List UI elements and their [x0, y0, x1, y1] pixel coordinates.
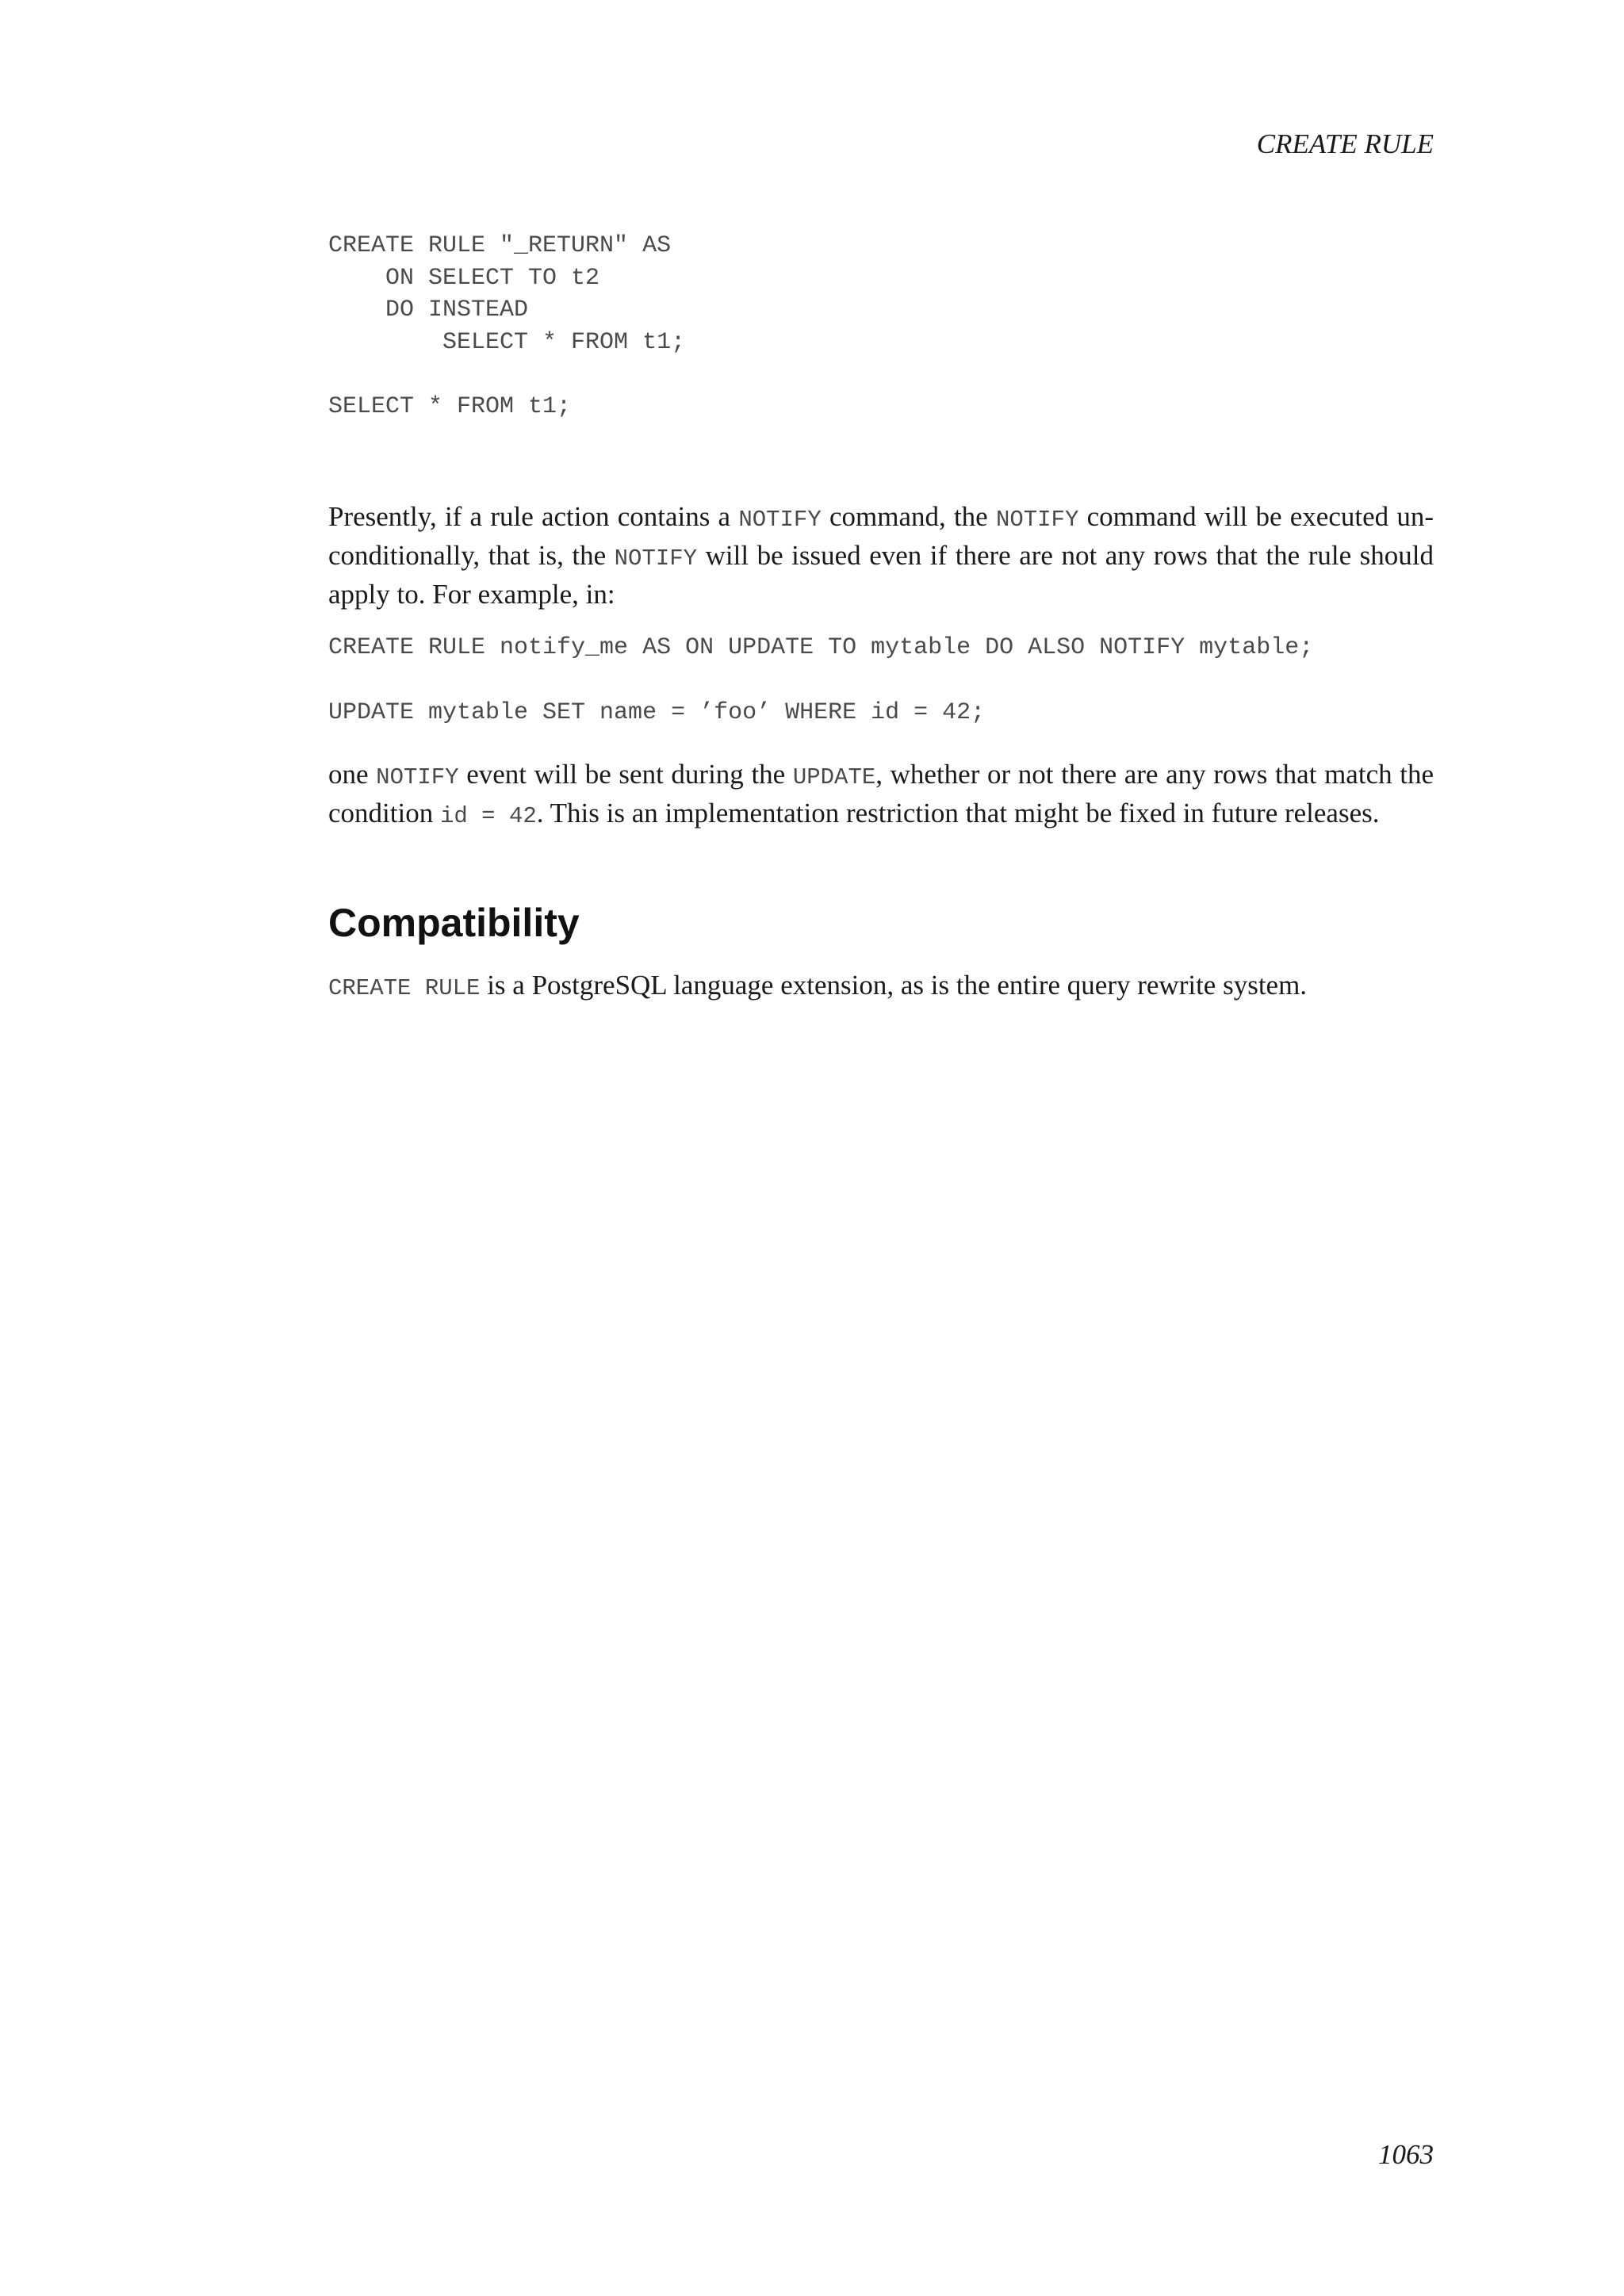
text-fragment: will be issued even if there are not any rows that the rule should apply to. For example, in:: [328, 540, 1434, 610]
inline-code-notify: NOTIFY: [995, 507, 1079, 533]
inline-code-update: UPDATE: [792, 764, 876, 790]
code-block-view-rule: CREATE RULE "_RETURN" AS ON SELECT TO t2 DO INSTEAD SELECT * FROM t1; SELECT * FROM t1;: [328, 232, 686, 420]
code-block-update-statement: UPDATE mytable SET name = ’foo’ WHERE id = 42;: [328, 699, 986, 726]
paragraph-notify-behavior: [328, 499, 1434, 612]
paragraph-compatibility: [328, 967, 1434, 1006]
text-fragment: event will be sent during the: [458, 759, 793, 790]
inline-code-notify: NOTIFY: [614, 545, 698, 572]
code-block-notify-rule: CREATE RULE notify_me AS ON UPDATE TO mytable DO ALSO NOTIFY mytable;: [328, 634, 1314, 661]
text-fragment: Presently, if a rule action contains a: [328, 501, 739, 532]
text-fragment: one: [328, 759, 377, 790]
text-fragment: , whether or not there are any rows that match the condition: [328, 759, 1434, 828]
text-fragment: is a PostgreSQL language extension, as is the entire query rewrite system.: [480, 970, 1308, 1001]
text-fragment: command, the: [821, 501, 996, 532]
text-fragment: . This is an implementation restriction that might be fixed in future releases.: [536, 798, 1380, 828]
inline-code-condition: id = 42: [439, 803, 537, 829]
section-heading-compatibility: Compatibility: [328, 901, 580, 945]
text-fragment: command will be executed un-conditionally, that is, the: [328, 501, 1434, 571]
running-header: CREATE RULE: [1256, 128, 1434, 159]
inline-code-create-rule: CREATE RULE: [328, 975, 481, 1001]
inline-code-notify: NOTIFY: [376, 764, 459, 790]
page-number: 1063: [1378, 2139, 1434, 2170]
inline-code-notify: NOTIFY: [738, 507, 822, 533]
paragraph-notify-event: [328, 756, 1434, 834]
